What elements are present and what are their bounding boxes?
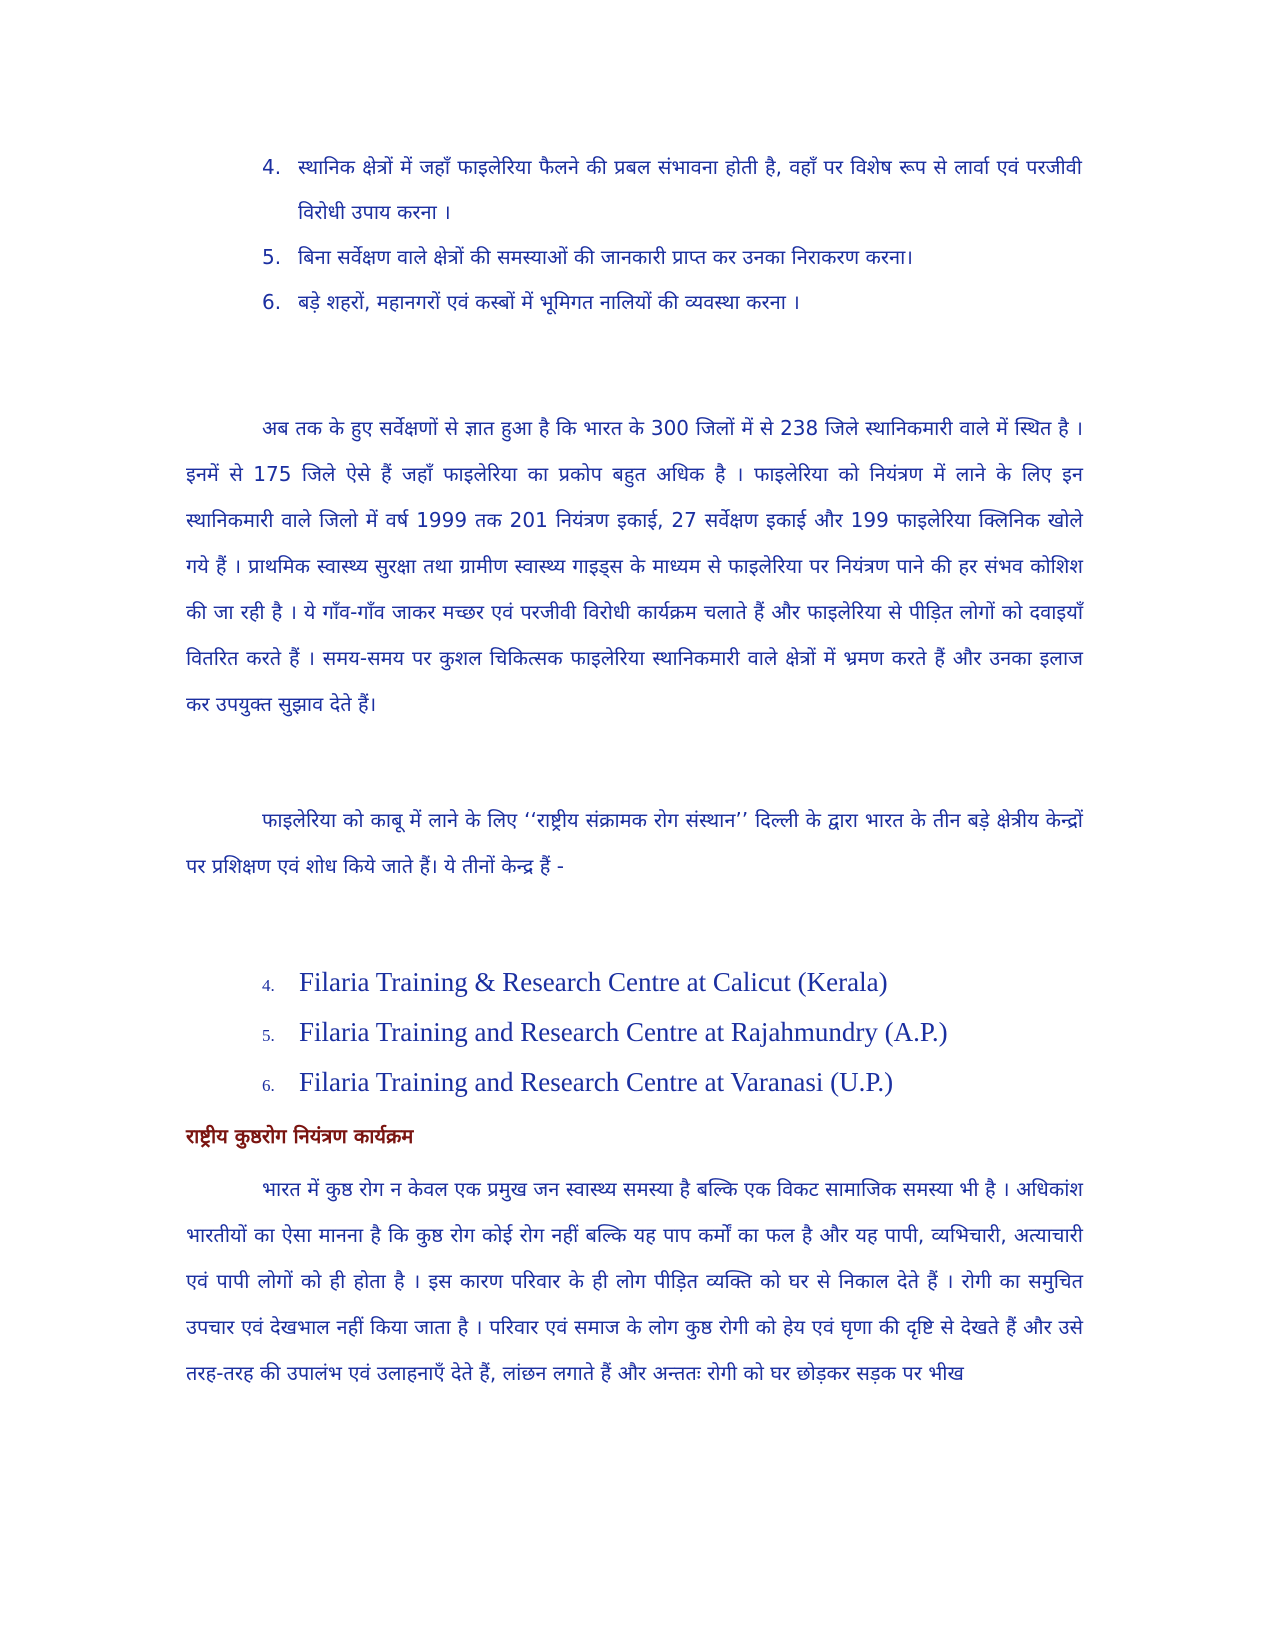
research-centres-list — [262, 967, 1082, 1117]
list-text: बड़े शहरों, महानगरों एवं कस्बों में भूमिगत नालियों की व्यवस्था करना । — [298, 290, 800, 314]
survey-paragraph: अब तक के हुए सर्वेक्षणों से ज्ञात हुआ है कि भारत के 300 जिलों में से 238 जिले स्थानिकमारी वाले में स्थित है । इनमें से 175 जिले ऐसे हैं जहाँ फाइलेरिया का प्रकोप बहुत अधिक है । फाइलेरिया को नियंत्रण में लाने के लिए इन स्थानिकमारी वाले जिलो में वर्ष 1999 तक 201 नियंत्रण इकाई, 27 सर्वेक्षण इकाई और 199 फाइलेरिया क्लिनिक खोले गये हैं । प्राथमिक स्वास्थ्य सुरक्षा तथा ग्रामीण स्वास्थ्य गाइड्स के माध्यम से फाइलेरिया पर नियंत्रण पाने की हर संभव कोशिश की जा रही है । ये गाँव-गाँव जाकर मच्छर एवं परजीवी विरोधी कार्यक्रम चलाते हैं और फाइलेरिया से पीड़ित लोगों को दवाइयाँ वितरित करते हैं । समय-समय पर कुशल चिकित्सक फाइलेरिया स्थानिकमारी वाले क्षेत्रों में भ्रमण करते हैं और उनका इलाज कर उपयुक्त सुझाव देते हैं। — [186, 416, 1083, 716]
list-text: Filaria Training & Research Centre at Calicut (Kerala) — [299, 967, 888, 997]
list-number: 6. — [262, 290, 282, 314]
list-text: स्थानिक क्षेत्रों में जहाँ फाइलेरिया फैलने की प्रबल संभावना होती है, वहाँ पर विशेष रूप से लार्वा एवं परजीवी विरोधी उपाय करना । — [298, 155, 1082, 224]
list-number: 4. — [262, 155, 282, 179]
list-number: 6. — [262, 1076, 275, 1095]
list-item — [262, 1017, 1082, 1067]
list-item — [262, 1067, 1082, 1117]
section-heading: राष्ट्रीय कुष्ठरोग नियंत्रण कार्यक्रम — [186, 1124, 414, 1148]
list-text: Filaria Training and Research Centre at Varanasi (U.P.) — [299, 1067, 894, 1097]
objectives-list — [262, 145, 1082, 325]
list-text: Filaria Training and Research Centre at Rajahmundry (A.P.) — [299, 1017, 948, 1047]
list-item — [262, 280, 1082, 325]
list-item — [262, 145, 1082, 235]
list-item — [262, 967, 1082, 1017]
list-number: 5. — [262, 1026, 275, 1045]
list-item — [262, 235, 1082, 280]
list-text: बिना सर्वेक्षण वाले क्षेत्रों की समस्याओं की जानकारी प्राप्त कर उनका निराकरण करना। — [298, 245, 913, 269]
list-number: 5. — [262, 245, 282, 269]
leprosy-paragraph: भारत में कुष्ठ रोग न केवल एक प्रमुख जन स्वास्थ्य समस्या है बल्कि एक विकट सामाजिक समस्या भी है । अधिकांश भारतीयों का ऐसा मानना है कि कुष्ठ रोग कोई रोग नहीं बल्कि यह पाप कर्मों का फल है और यह पापी, व्यभिचारी, अत्याचारी एवं पापी लोगों को ही होता है । इस कारण परिवार के ही लोग पीड़ित व्यक्ति को घर से निकाल देते हैं । रोगी का समुचित उपचार एवं देखभाल नहीं किया जाता है । परिवार एवं समाज के लोग कुष्ठ रोगी को हेय एवं घृणा की दृष्टि से देखते हैं और उसे तरह-तरह की उपालंभ एवं उलाहनाएँ देते हैं, लांछन लगाते हैं और अन्ततः रोगी को घर छोड़कर सड़क पर भीख — [186, 1177, 1083, 1385]
institute-paragraph: फाइलेरिया को काबू में लाने के लिए ‘‘राष्ट्रीय संक्रामक रोग संस्थान’’ दिल्ली के द्वारा भारत के तीन बड़े क्षेत्रीय केन्द्रों पर प्रशिक्षण एवं शोध किये जाते हैं। ये तीनों केन्द्र हैं - — [186, 808, 1083, 878]
list-number: 4. — [262, 976, 275, 995]
